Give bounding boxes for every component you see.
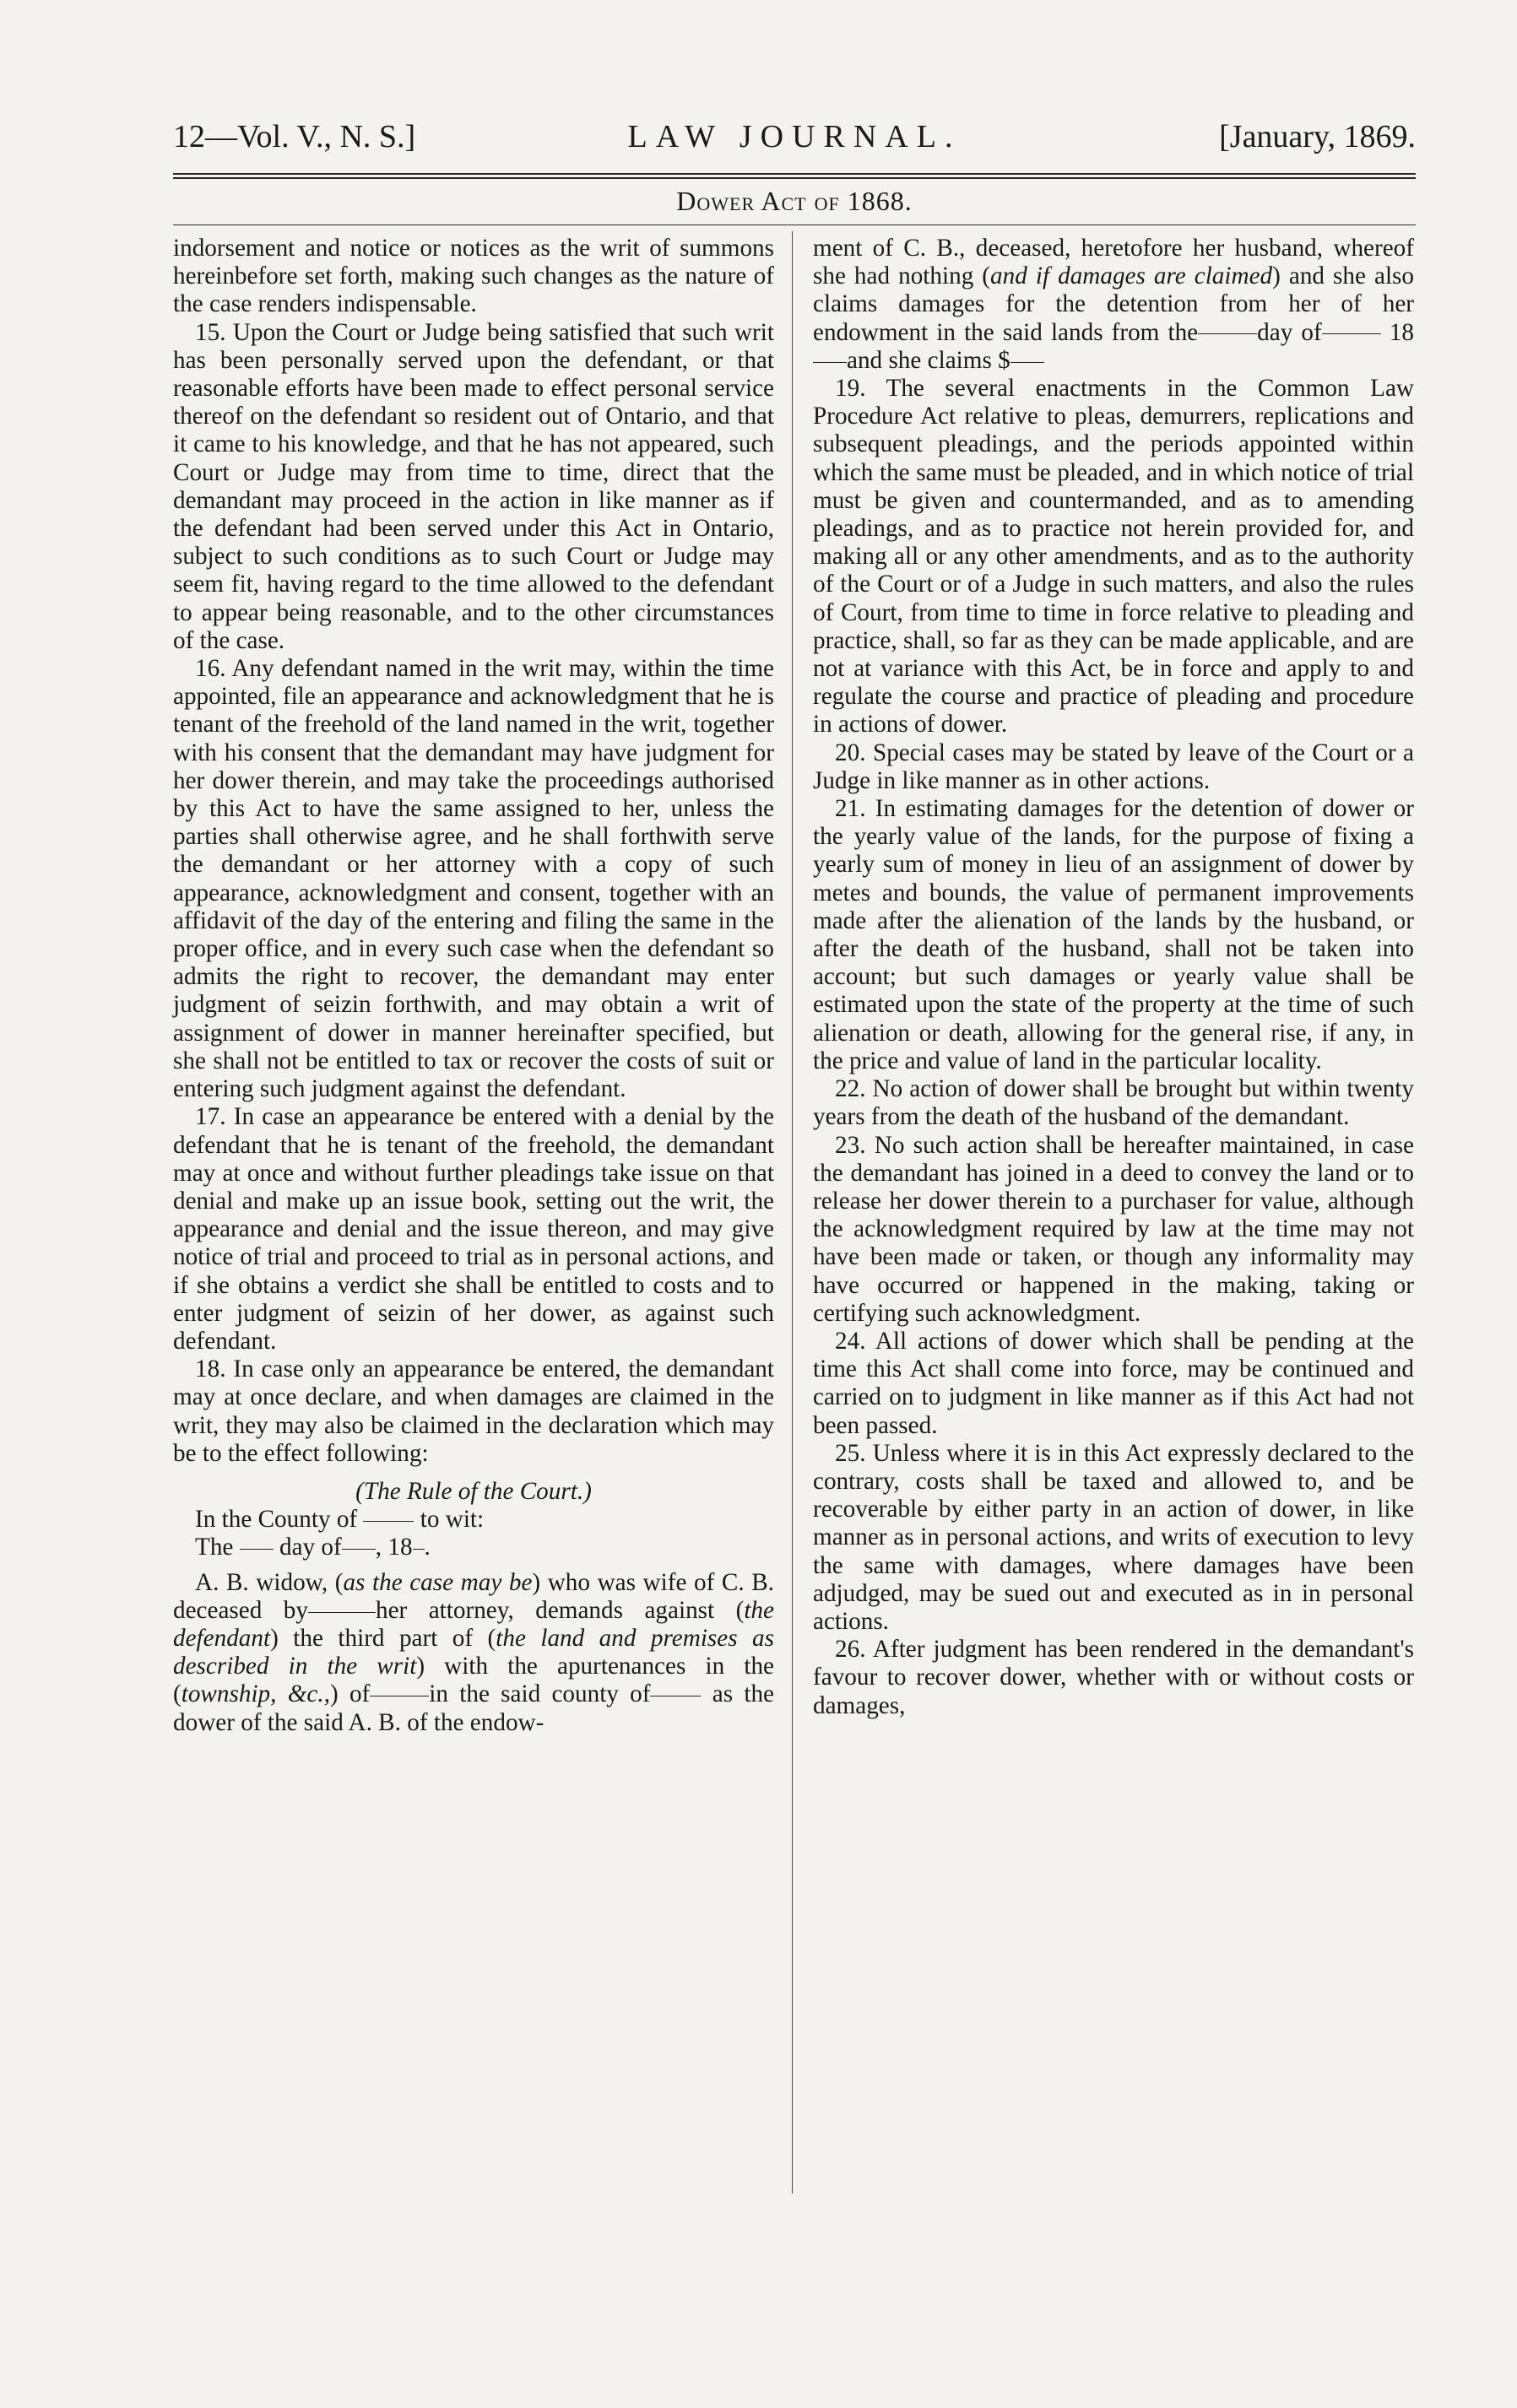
text-run: ) with the apurtenances in the ( xyxy=(173,1653,774,1708)
form-declaration-continued xyxy=(813,235,1414,375)
text-run: day of xyxy=(1257,318,1322,346)
right-column xyxy=(813,235,1414,1720)
form-declaration xyxy=(173,1569,774,1737)
blank-line xyxy=(1198,333,1257,334)
text-run: ) the third part of ( xyxy=(270,1624,496,1652)
section-title: Dower Act of 1868. xyxy=(676,186,913,216)
text-run: in the said county of xyxy=(429,1680,651,1708)
header-rule-top xyxy=(173,173,1416,175)
text-run: A. B. widow, ( xyxy=(195,1568,344,1596)
section-24: 24. All actions of dower which shall be pending at the time this Act shall come into force, may be continued and carried on to judgment in like manner as if this Act had not been passed. xyxy=(813,1327,1414,1439)
form-to-wit: to wit: xyxy=(420,1506,485,1534)
form-period: . xyxy=(424,1534,431,1561)
text-run: 18 xyxy=(1389,318,1415,346)
text-run: and she claims $ xyxy=(847,346,1010,374)
form-title: (The Rule of the Court.) xyxy=(355,1477,592,1505)
form-county-label: In the County of xyxy=(195,1506,358,1534)
running-header xyxy=(173,118,1416,169)
form-day-of: day of xyxy=(279,1534,342,1561)
italic-run: as the case may be xyxy=(343,1568,533,1596)
text-run: ment of C. B., deceased, heretofore her husband, whereof she had nothing ( xyxy=(813,235,1414,290)
italic-run: the land and premises as described in the writ xyxy=(173,1624,774,1680)
header-date: [January, 1869. xyxy=(1219,119,1416,154)
section-17: 17. In case an appearance be entered with a denial by the defendant that he is tenant of the freehold, the demandant may at once and without further pleadings take issue on that denial and make up an issue book, setting out the writ, the appearance and denial and the issue thereon, and may give notice of trial and proceed to trial as in personal actions, and if she obtains a verdict she shall be entitled to costs and to enter judgment of seizin of her dower, as against such defendant. xyxy=(173,1103,774,1355)
italic-run: and if damages are claimed xyxy=(990,262,1273,290)
header-rule-bottom xyxy=(173,177,1416,179)
paragraph-continued: indorsement and notice or notices as the writ of summons hereinbefore set forth, making such changes as the nature of the case renders indispensable. xyxy=(173,235,774,318)
form-year: , 18 xyxy=(375,1534,413,1561)
blank-line xyxy=(413,1549,425,1550)
section-20: 20. Special cases may be stated by leave of the Court or a Judge in like manner as in other actions. xyxy=(813,739,1414,794)
blank-line xyxy=(1010,362,1044,363)
section-19: 19. The several enactments in the Common Law Procedure Act relative to pleas, demurrers, replications and subsequent pleadings, and the periods appointed within which the same must be pleaded, and in which notice of trial must be given and countermanded, and as to amending pleadings, and as to practice not herein provided for, and making all or any other amendments, and as to the authority of the Court or of a Judge in such matters, and also the rules of Court, from time to time in force relative to pleading and practice, shall, so far as they can be made applicable, and are not at variance with this Act, be in force and apply to and regulate the course and practice of pleading and procedure in actions of dower. xyxy=(813,375,1414,739)
text-run: as the dower of the said A. B. of the endow- xyxy=(173,1680,774,1736)
section-26: 26. After judgment has been rendered in the demandant's favour to recover dower, whether with or without costs or damages, xyxy=(813,1636,1414,1719)
italic-run: the defendant xyxy=(173,1596,774,1652)
text-run: ) of xyxy=(329,1680,371,1708)
form-the-label: The xyxy=(195,1534,234,1561)
blank-line xyxy=(363,1521,414,1522)
form-line-date xyxy=(173,1534,774,1561)
text-run: ) and she also claims damages for the detention from her of her endowment in the said lands from the xyxy=(813,262,1415,346)
blank-line xyxy=(813,362,847,363)
section-25: 25. Unless where it is in this Act expressly declared to the contrary, costs shall be taxed and allowed to, and be recoverable by either party in an action of dower, in like manner as in personal actions, and writs of execution to levy the same with damages, where damages have been adjudged, may be sued out and executed as in in personal actions. xyxy=(813,1439,1414,1635)
column-divider xyxy=(792,231,793,2194)
blank-line xyxy=(342,1549,376,1550)
blank-line xyxy=(308,1612,376,1613)
section-22: 22. No action of dower shall be brought but within twenty years from the death of the husband of the demandant. xyxy=(813,1075,1414,1131)
text-run: ) who was wife of C. B. deceased by xyxy=(173,1568,774,1624)
section-23: 23. No such action shall be hereafter maintained, in case the demandant has joined in a deed to convey the land or to release her dower therein to a purchaser for value, although the acknowledgment required by law at the time may not have been made or taken, or though any informality may have occurred or happened in the making, taking or certifying such acknowledgment. xyxy=(813,1131,1414,1327)
section-15: 15. Upon the Court or Judge being satisfied that such writ has been personally served upon the defendant, or that reasonable efforts have been made to effect personal service thereof on the defendant so resident out of Ontario, and that it came to his knowledge, and that he has not appeared, such Court or Judge may from time to time, direct that the demandant may proceed in the action in like manner as if the defendant had been served under this Act in Ontario, subject to such conditions as to such Court or Judge may seem fit, having regard to the time allowed to the defendant to appear being reasonable, and to the other circumstances of the case. xyxy=(173,318,774,654)
section-16: 16. Any defendant named in the writ may, within the time appointed, file an appearance and acknowledgment that he is tenant of the freehold of the land named in the writ, together with his consent that the demandant may have judgment for her dower therein, and may take the proceedings authorised by this Act to have the same assigned to her, unless the parties shall otherwise agree, and he shall forthwith serve the demandant or her attorney with a copy of such appearance, acknowledgment and consent, together with an affidavit of the day of the entering and filing the same in the proper office, and in every such case when the defendant so admits the right to recover, the demandant may enter judgment of seizin forthwith, and may obtain a writ of assignment of dower in manner hereinafter specified, but she shall not be entitled to tax or recover the costs of suit or entering such judgment against the defendant. xyxy=(173,655,774,1103)
blank-line xyxy=(1322,333,1381,334)
section-21: 21. In estimating damages for the detention of dower or the yearly value of the lands, for the purpose of fixing a yearly sum of money in lieu of an assignment of dower by metes and bounds, the value of permanent improvements made after the alienation of the lands by the husband, or after the death of the husband, shall not be taken into account; but such damages or yearly value shall be estimated upon the state of the property at the time of such alienation or death, allowing for the general rise, if any, in the price and value of land in the particular locality. xyxy=(813,795,1414,1074)
form-line-county xyxy=(173,1506,774,1534)
header-journal-title: LAW JOURNAL. xyxy=(627,119,962,154)
italic-run: township, &c., xyxy=(181,1680,330,1708)
header-volume: 12—Vol. V., N. S.] xyxy=(173,119,416,154)
text-run: her attorney, demands against ( xyxy=(375,1596,745,1624)
left-column xyxy=(173,235,774,1737)
blank-line xyxy=(240,1549,274,1550)
section-18: 18. In case only an appearance be entered, the demandant may at once declare, and when damages are claimed in the writ, they may also be claimed in the declaration which may be to the effect following: xyxy=(173,1356,774,1467)
